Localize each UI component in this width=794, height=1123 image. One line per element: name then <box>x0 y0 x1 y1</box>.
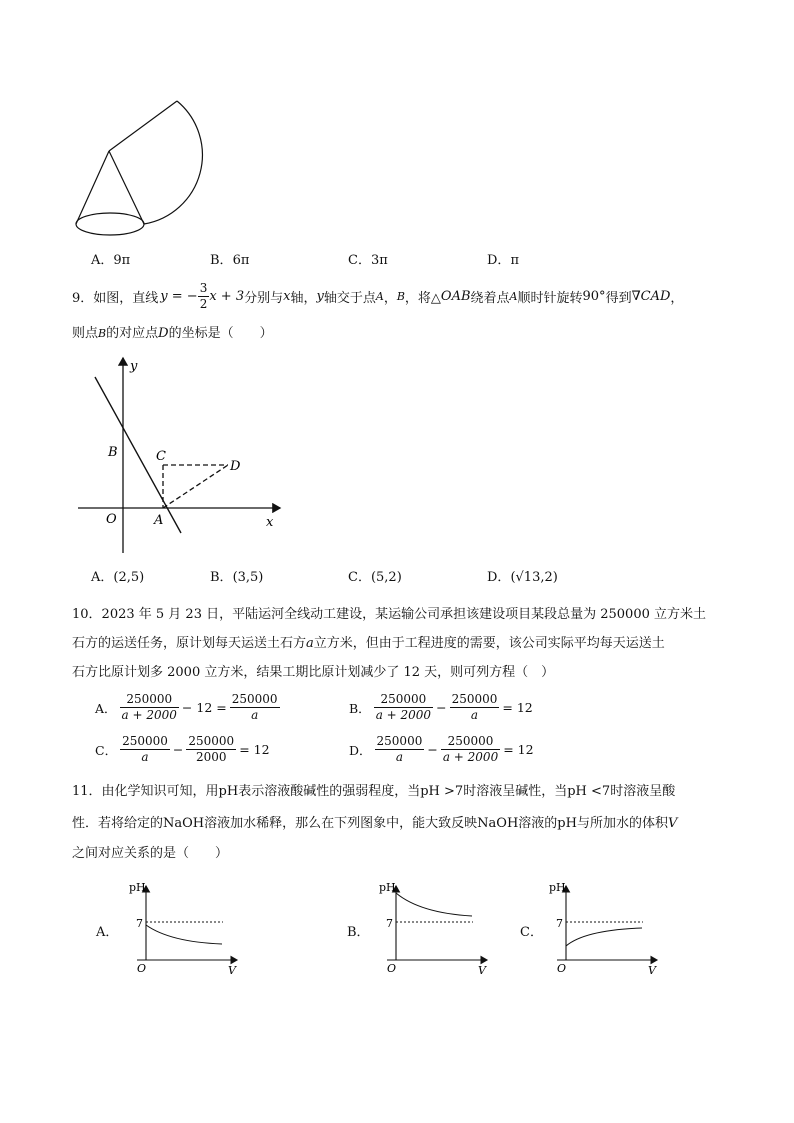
svg-text:pH: pH <box>129 881 146 894</box>
q11-line3: 之间对应关系的是（ ） <box>72 846 229 861</box>
q9-coordinate-figure <box>70 350 290 560</box>
q9-line2: 则点B的对应点D的坐标是（ ） <box>72 326 273 341</box>
fig-label-o: O <box>106 512 117 527</box>
q9-line1: 9． 如图，直线 y = − $\frac{3}{2}$ x + 3 分别与 x 轴， y 轴交于点 A ， B ，将△ OAB 绕着点 A 顺时针旋转 90° 得到 ∇CAD ， <box>72 280 684 311</box>
svg-text:pH: pH <box>549 881 566 894</box>
svg-text:7: 7 <box>556 917 563 930</box>
svg-text:O: O <box>557 962 567 975</box>
svg-text:O: O <box>387 962 397 975</box>
q10-line2: 石方的运送任务，原计划每天运送土石方a立方米，但由于工程进度的需要，该公司实际平均每天运送土 <box>72 636 665 651</box>
fig-label-y: y <box>130 359 138 374</box>
q11-graph-a <box>125 878 245 978</box>
q10-line1: 10．2023 年 5 月 23 日，平陆运河全线动工建设，某运输公司承担该建设项目某段总量为 250000 立方米土 <box>72 607 706 622</box>
svg-text:V: V <box>478 964 486 977</box>
svg-text:7: 7 <box>136 917 143 930</box>
cone-sector-figure <box>60 95 210 245</box>
svg-text:pH: pH <box>379 881 396 894</box>
q11-line1: 11．由化学知识可知，用pH表示溶液酸碱性的强弱程度，当pH >7时溶液呈碱性，当pH <7时溶液呈酸 <box>72 784 676 799</box>
svg-text:7: 7 <box>386 917 393 930</box>
q10-option-d: D． $\frac{250000}{a}$ − $\frac{250000}{a + 2000}$ = 12 <box>349 734 534 764</box>
q10-line3: 石方比原计划多 2000 立方米，结果工期比原计划减少了 12 天，则可列方程（ ） <box>72 665 555 680</box>
q11-line2: 性．若将给定的NaOH溶液加水稀释，那么在下列图象中，能大致反映NaOH溶液的pH与所加水的体积V <box>72 816 678 831</box>
q11-graph-c <box>545 878 665 978</box>
fig-label-d: D <box>230 459 241 474</box>
fig-label-a: A <box>154 513 164 528</box>
q10-option-b: B． $\frac{250000}{a + 2000}$ − $\frac{250000}{a}$ = 12 <box>349 692 533 722</box>
fig-label-x: x <box>266 515 274 530</box>
q10-option-a: A． $\frac{250000}{a + 2000}$ − 12 = $\frac{250000}{a}$ <box>95 692 278 722</box>
svg-text:O: O <box>137 962 147 975</box>
q11-option-c-label: C． <box>520 925 543 940</box>
svg-text:V: V <box>228 964 236 977</box>
svg-text:V: V <box>648 964 656 977</box>
q11-option-b-label: B． <box>347 925 370 940</box>
q9-fraction: $\frac{3}{2}$ <box>199 280 208 311</box>
q11-graph-b <box>375 878 495 978</box>
q11-option-a-label: A． <box>96 925 119 940</box>
fig-label-c: C <box>156 449 166 464</box>
fig-label-b: B <box>108 445 118 460</box>
q10-option-c: C． $\frac{250000}{a}$ − $\frac{250000}{2000}$ = 12 <box>95 734 270 764</box>
